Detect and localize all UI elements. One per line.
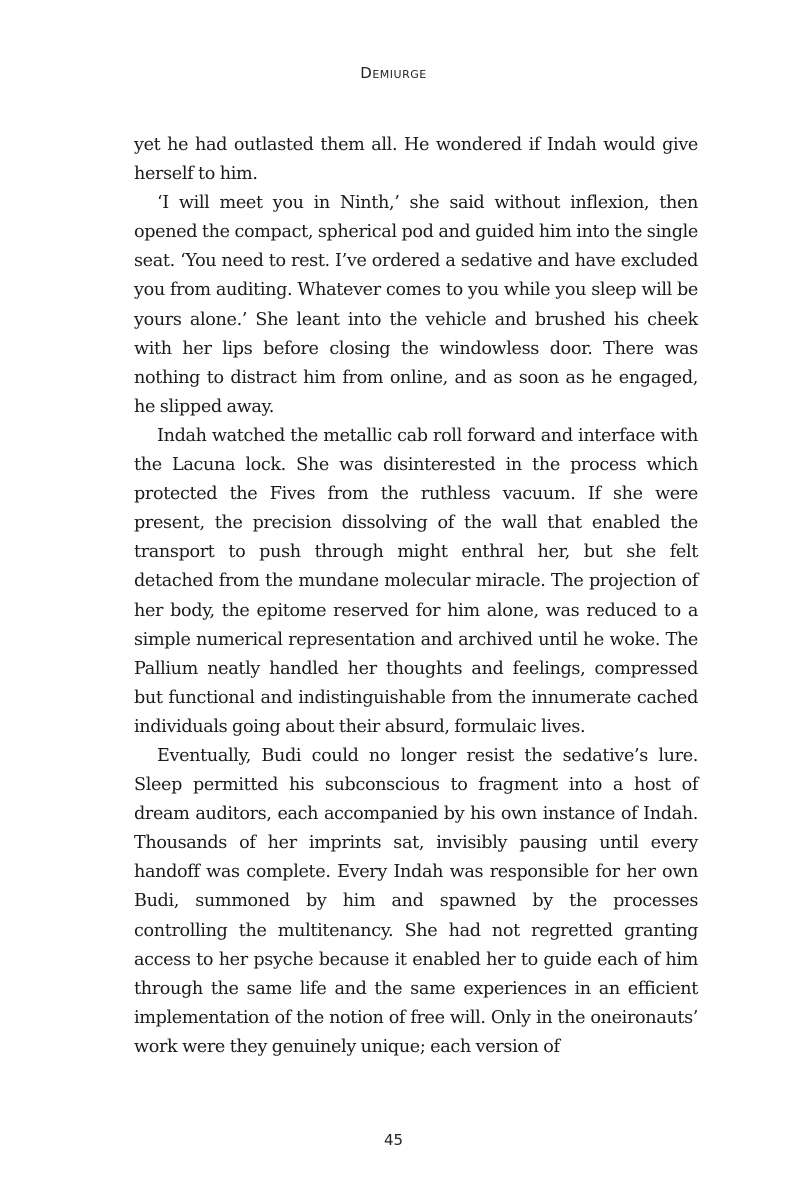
body-text [134,131,698,1062]
paragraph: Eventually, Budi could no longer resist the sedative’s lure. Sleep permitted his subconscious to fragment into a host of dream auditors, each accompanied by his own instance of Indah. Thousands of her imprints sat, invisibly pausing until every handoff was complete. Every Indah was responsible for her own Budi, summoned by him and spawned by the processes controlling the multitenancy. She had not regretted granting access to her psyche because it enabled her to guide each of him through the same life and the same experiences in an efficient implementation of the notion of free will. Only in the oneironauts’ work were they genuinely unique; each version of [134,745,698,1057]
running-head: Demiurge [360,64,427,82]
page-number: 45 [383,1131,404,1149]
paragraph-continuation: yet he had outlasted them all. He wondered if Indah would give herself to him. [134,135,698,185]
paragraph: Indah watched the metallic cab roll forward and interface with the Lacuna lock. She was disinterested in the process which protected the Fives from the ruthless vacuum. If she were present, the precision dissolving of the wall that enabled the transport to push through might enthral her, but she felt detached from the mundane molecular miracle. The projection of her body, the epitome reserved for him alone, was reduced to a simple numerical representation and archived until he woke. The Pallium neatly handled her thoughts and feelings, compressed but functional and indistinguishable from the innumerate cached individuals going about their absurd, formulaic lives. [134,425,698,737]
paragraph: ‘I will meet you in Ninth,’ she said without inflexion, then opened the compact, spherical pod and guided him into the single seat. ‘You need to rest. I’ve ordered a sedative and have excluded you from auditing. Whatever comes to you while you sleep will be yours alone.’ She leant into the vehicle and brushed his cheek with her lips before closing the windowless door. There was nothing to distract him from online, and as soon as he engaged, he slipped away. [134,193,698,417]
